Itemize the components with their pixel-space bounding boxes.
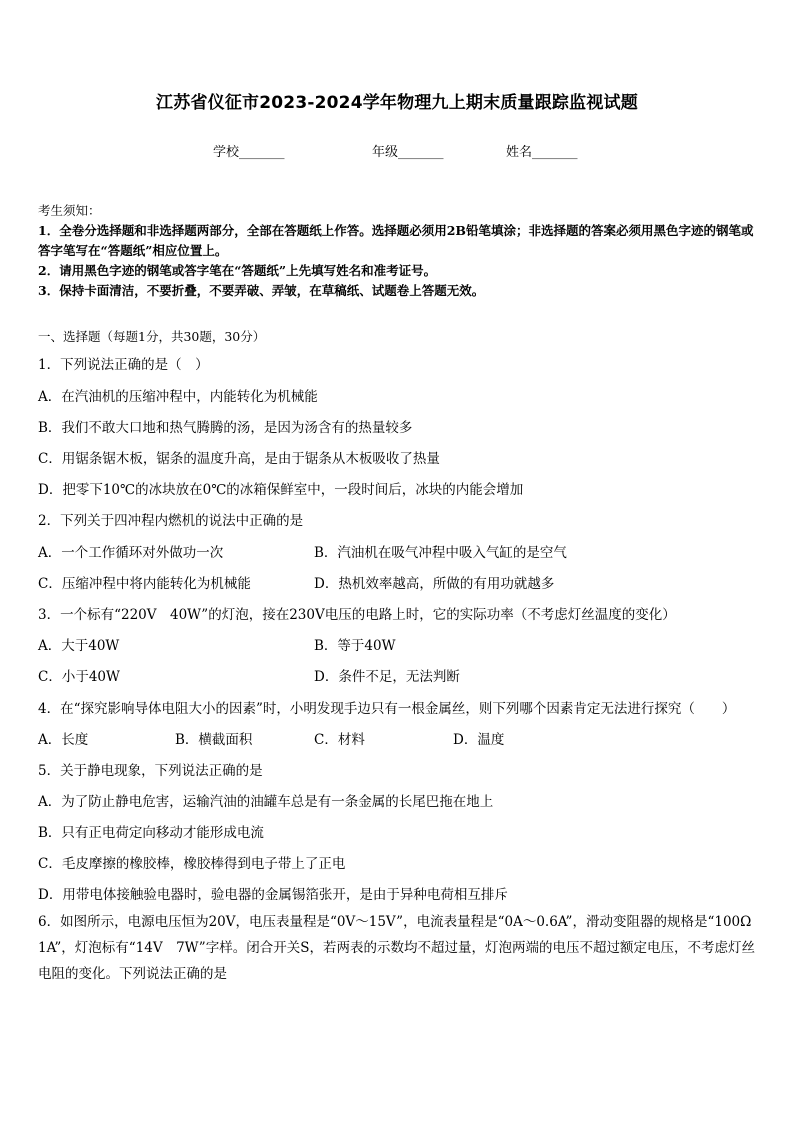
question-1-option-d: D．把零下10℃的冰块放在0℃的冰箱保鲜室中，一段时间后，冰块的内能会增加 — [38, 482, 524, 498]
question-6-stem: 6．如图所示，电源电压恒为20V，电压表量程是“0V～15V”，电流表量程是“0A～0.6A”，滑动变阻器的规格是“100Ω 1A”，灯泡标有“14V 7W”字样。闭合开关S，若两表的示数均不超过量，灯泡两端的电压不超过额定电压，不考虑灯丝电阻的变化。下列说法正确的是 — [38, 914, 765, 982]
question-5-stem: 5．关于静电现象，下列说法正确的是 — [38, 763, 263, 779]
question-2-option-a: A．一个工作循环对外做功一次 — [38, 545, 224, 561]
question-5-option-d: D．用带电体接触验电器时，验电器的金属锡箔张开，是由于异种电荷相互排斥 — [38, 887, 508, 903]
question-4-option-c: C．材料 — [314, 732, 365, 748]
grade-label: 年级 — [372, 145, 399, 160]
section-heading: 一、选择题（每题1分，共30题，30分） — [38, 329, 266, 344]
school-field — [213, 141, 285, 160]
question-1-option-c: C．用锯条锯木板，锯条的温度升高，是由于锯条从木板吸收了热量 — [38, 451, 440, 467]
question-5-option-a: A．为了防止静电危害，运输汽油的油罐车总是有一条金属的长尾巴拖在地上 — [38, 794, 494, 810]
question-2-option-c: C．压缩冲程中将内能转化为机械能 — [38, 576, 251, 592]
question-2-stem: 2．下列关于四冲程内燃机的说法中正确的是 — [38, 513, 304, 529]
question-1-option-b: B．我们不敢大口地和热气腾腾的汤，是因为汤含有的热量较多 — [38, 420, 413, 436]
grade-blank: _______ — [398, 145, 444, 160]
question-1-option-a: A．在汽油机的压缩冲程中，内能转化为机械能 — [38, 389, 318, 405]
question-2-option-d: D．热机效率越高，所做的有用功就越多 — [314, 576, 555, 592]
question-3-option-a: A．大于40W — [38, 638, 120, 654]
notice-item: 3．保持卡面清洁，不要折叠，不要弄破、弄皱，在草稿纸、试题卷上答题无效。 — [38, 283, 485, 298]
exam-title: 江苏省仪征市2023-2024学年物理九上期末质量跟踪监视试题 — [156, 93, 638, 113]
school-label: 学校 — [213, 145, 240, 160]
question-5-option-c: C．毛皮摩擦的橡胶棒，橡胶棒得到电子带上了正电 — [38, 856, 346, 872]
question-3-option-c: C．小于40W — [38, 669, 120, 685]
name-field — [506, 141, 578, 160]
question-4-option-d: D．温度 — [453, 732, 505, 748]
notice-item: 1．全卷分选择题和非选择题两部分，全部在答题纸上作答。选择题必须用2B铅笔填涂；非选择题的答案必须用黑色字迹的钢笔或答字笔写在“答题纸”相应位置上。 — [38, 223, 754, 258]
question-3-option-d: D．条件不足，无法判断 — [314, 669, 460, 685]
question-1-stem: 1．下列说法正确的是（ ） — [38, 357, 209, 373]
notice-item: 2．请用黑色字迹的钢笔或答字笔在“答题纸”上先填写姓名和准考证号。 — [38, 263, 437, 278]
question-5-option-b: B．只有正电荷定向移动才能形成电流 — [38, 825, 264, 841]
question-4-stem: 4．在“探究影响导体电阻大小的因素”时，小明发现手边只有一根金属丝，则下列哪个因素肯定无法进行探究（ ） — [38, 701, 736, 717]
question-3-stem: 3．一个标有“220V 40W”的灯泡，接在230V电压的电路上时，它的实际功率（不考虑灯丝温度的变化） — [38, 607, 676, 623]
question-4-option-b: B．横截面积 — [175, 732, 253, 748]
question-3-option-b: B．等于40W — [314, 638, 396, 654]
school-blank: _______ — [239, 145, 285, 160]
grade-field — [372, 141, 444, 160]
question-2-option-b: B．汽油机在吸气冲程中吸入气缸的是空气 — [314, 545, 567, 561]
question-4-option-a: A．长度 — [38, 732, 89, 748]
notice-heading: 考生须知： — [38, 203, 101, 218]
notice-block — [38, 201, 758, 301]
name-blank: _______ — [532, 145, 578, 160]
name-label: 姓名 — [506, 145, 533, 160]
